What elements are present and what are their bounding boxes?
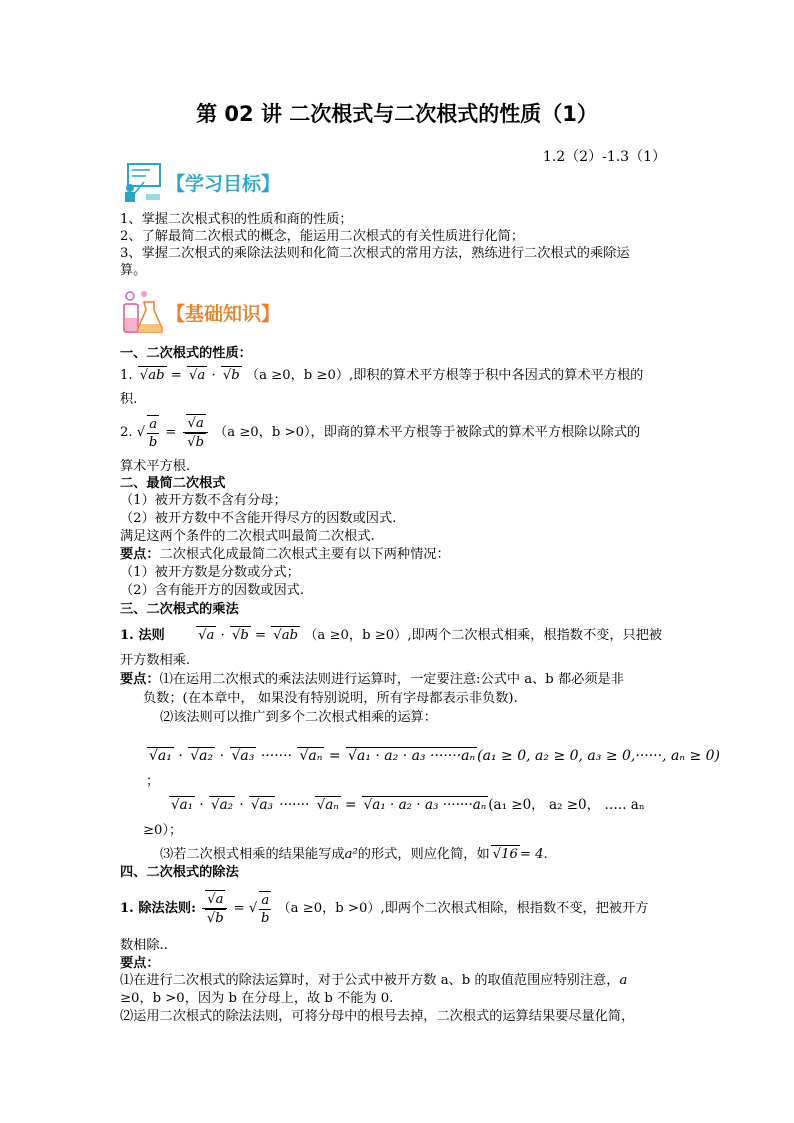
key-points	[120, 671, 624, 688]
key-text: ⑴在运用二次根式的乘法法则进行运算时，一定要注意:公式中 a、b 都必须是非	[159, 672, 624, 687]
key-label: 要点：	[120, 547, 160, 562]
section-3-title: 三、二次根式的乘法	[120, 602, 239, 617]
property-2: 2. √ $\frac{a}{b}$ = √ a √ b （a ≥0，b >0），即商的算术平方根等于被除式的算术平方根除以除式的	[120, 414, 640, 452]
property-1-text: （a ≥0，b ≥0）,即积的算术平方根等于积中各因式的算术平方根的	[245, 368, 644, 383]
formula-general-product: √ a₁ · √ a₂ · √ a₃ ······· √ aₙ = √ a₁ · a₂ · a₃ ·······aₙ (a₁ ≥ 0, a₂ ≥ 0, a₃ ≥ 0,······, aₙ ≥ 0)	[146, 747, 720, 765]
division-rule: 1. 除法法则: √ a √ b = √ $\frac{a}{b}$ （a ≥0，b >0）,即两个二次根式相除，根指数不变，把被开方	[120, 890, 648, 928]
key-text-cont: 负数；(在本章中， 如果没有特别说明，所有字母都表示非负数).	[143, 691, 518, 706]
rule-cont: 开方数相乘.	[120, 653, 191, 668]
sqrt-ab: √ ab	[271, 626, 300, 644]
key-text: 二次根式化成最简二次根式主要有以下两种情况：	[159, 547, 450, 562]
rule-label: 1. 法则	[120, 628, 165, 643]
rule-text: （a ≥0，b ≥0）,即两个二次根式相乘，根指数不变，只把被	[304, 628, 663, 643]
sqrt-b: √ b	[230, 626, 251, 644]
page-subtitle: 1.2（2）-1.3（1）	[542, 149, 666, 165]
objectives-heading: 【学习目标】	[166, 173, 281, 195]
list-item: （2）含有能开方的因数或因式.	[120, 583, 305, 598]
sqrt-ab: √ ab	[138, 366, 167, 384]
objective-item: 算。	[120, 263, 147, 278]
property-2-cont: 算术平方根.	[120, 459, 191, 474]
formula-end: ；	[146, 774, 160, 789]
property-1: 1. √ ab = √ a · √ b （a ≥0，b ≥0）,即积的算术平方根等于积中各因式的算术平方根的	[120, 366, 643, 384]
list-item: （1）被开方数不含有分母；	[120, 493, 287, 508]
sqrt-a: √ a	[196, 626, 216, 644]
key-points	[120, 546, 450, 563]
formula-general-product-2: √ a₁ · √ a₂ · √ a₃ ······· √ aₙ = √ a₁ · a₂ · a₃ ·······aₙ (a₁ ≥0， a₂ ≥0， ….. aₙ	[168, 796, 645, 814]
frac-sqrta-sqrtb: √ a √ b	[202, 890, 227, 927]
rule-text: （a ≥0，b >0）,即两个二次根式相除，根指数不变，把被开方	[277, 901, 649, 916]
list-item: 满足这两个条件的二次根式叫最简二次根式.	[120, 529, 375, 544]
rule-cont: 数相除..	[120, 938, 168, 953]
sqrt-b: √ b	[221, 366, 242, 384]
item-number: 2.	[120, 425, 133, 440]
list-item: （2）被开方数中不含能开得尽方的因数或因式.	[120, 511, 397, 526]
property-2-text: （a ≥0，b >0），即商的算术平方根等于被除式的算术平方根除以除式的	[214, 425, 641, 440]
objective-item: 2、了解最简二次根式的概念，能运用二次根式的有关性质进行化简；	[120, 229, 525, 244]
formula-end: ≥0）；	[143, 823, 183, 838]
basics-heading: 【基础知识】	[166, 303, 281, 325]
formula-condition: (a₁ ≥ 0, a₂ ≥ 0, a₃ ≥ 0,······, aₙ ≥ 0)	[477, 748, 720, 764]
multiplication-rule: 1. 法则 √ a · √ b = √ ab （a ≥0，b ≥0）,即两个二次根式相乘，根指数不变，只把被	[120, 626, 662, 644]
page-title: 第 02 讲 二次根式与二次根式的性质（1）	[196, 102, 598, 126]
sqrt-a: √ a	[187, 366, 207, 384]
sqrt-frac-a-b: $\frac{a}{b}$	[261, 892, 270, 926]
key-text-2: ⑵运用二次根式的除法法则，可将分母中的根号去掉，二次根式的运算结果要尽量化简，	[120, 1009, 635, 1024]
key-label: 要点：	[120, 672, 160, 687]
list-item: （1）被开方数是分数或分式；	[120, 565, 300, 580]
item-number: 1.	[120, 368, 133, 383]
teacher-board-icon	[120, 160, 166, 206]
key-text-2: ⑵该法则可以推广到多个二次根式相乘的运算：	[160, 710, 437, 725]
section-1-title: 一、二次根式的性质：	[120, 346, 252, 361]
key-text-cont: ≥0，b >0，因为 b 在分母上，故 b 不能为 0.	[120, 991, 394, 1006]
sqrt-frac-a-b: $\frac{a}{b}$	[148, 416, 158, 450]
lab-flask-icon	[120, 290, 166, 336]
key-text-3: ⑶若二次根式相乘的结果能写成a²的形式，则应化简，如√ 16 = 4.	[160, 845, 548, 863]
section-2-title: 二、最简二次根式	[120, 476, 226, 491]
rule-label: 1. 除法法则:	[120, 901, 196, 916]
objective-item: 3、掌握二次根式的乘除法法则和化简二次根式的常用方法，熟练进行二次根式的乘除运	[120, 246, 630, 261]
formula-condition: (a₁ ≥0， a₂ ≥0， ….. aₙ	[488, 797, 645, 813]
frac-sqrta-sqrtb: √ a √ b	[183, 414, 208, 451]
key-text: ⑴在进行二次根式的除法运算时，对于公式中被开方数 a、b 的取值范围应特别注意，a	[120, 973, 628, 988]
key-label: 要点：	[120, 956, 160, 971]
objective-item: 1、掌握二次根式积的性质和商的性质；	[120, 212, 353, 227]
property-1-cont: 积.	[120, 392, 138, 407]
section-4-title: 四、二次根式的除法	[120, 865, 239, 880]
